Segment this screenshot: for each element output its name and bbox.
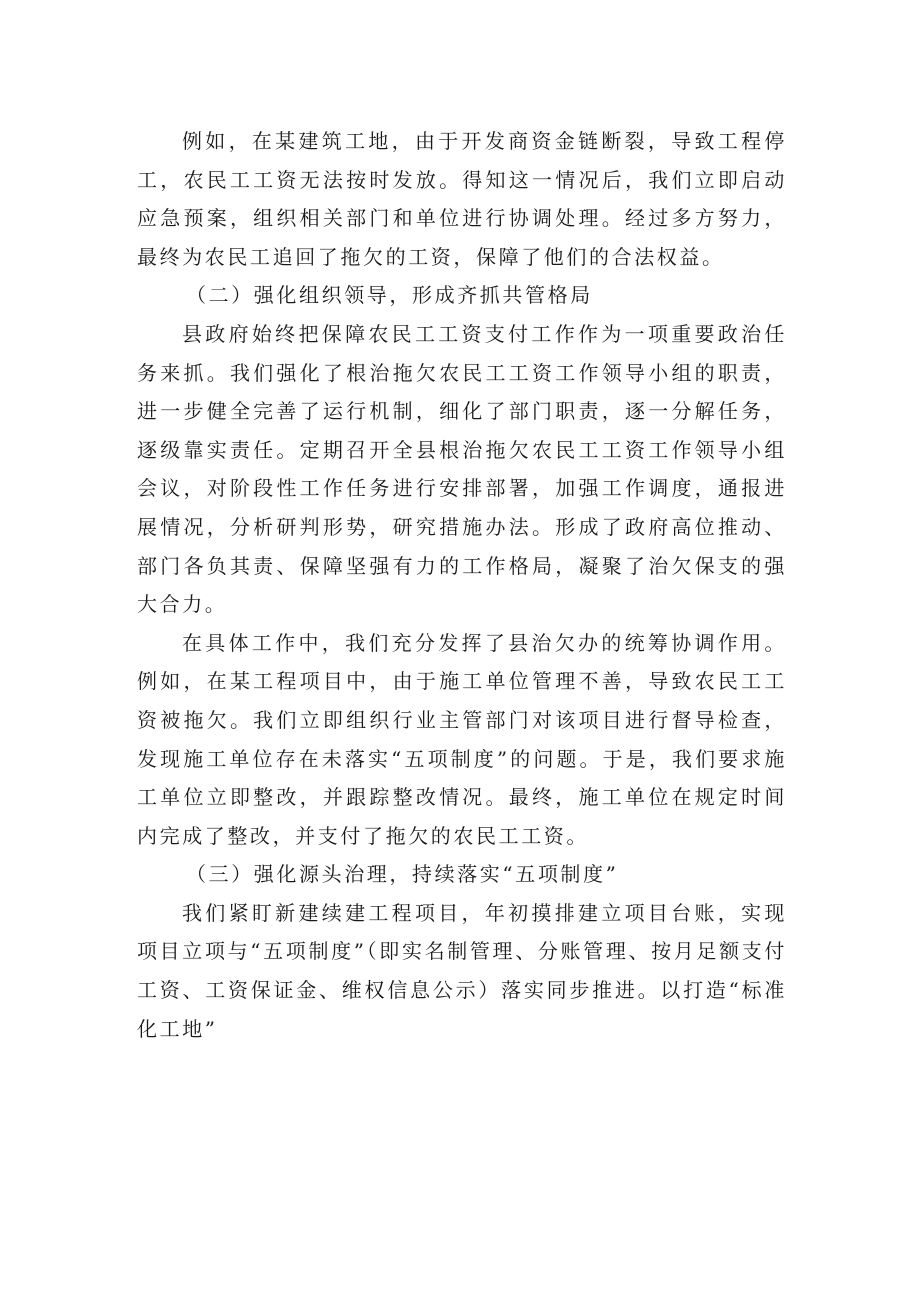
paragraph-coordination-example: 在具体工作中，我们充分发挥了县治欠办的统筹协调作用。例如，在某工程项目中，由于施工单位管理不善，导致农民工工资被拖欠。我们立即组织行业主管部门对该项目进行督导检查，发现施工单位存在未落实“五项制度”的问题。于是，我们要求施工单位立即整改，并跟踪整改情况。最终，施工单位在规定时间内完成了整改，并支付了拖欠的农民工工资。 xyxy=(137,630,787,848)
paragraph-construction-site-example: 例如，在某建筑工地，由于开发商资金链断裂，导致工程停工，农民工工资无法按时发放。得知这一情况后，我们立即启动应急预案，组织相关部门和单位进行协调处理。经过多方努力，最终为农民工追回了拖欠的工资，保障了他们的合法权益。 xyxy=(137,129,787,269)
document-body xyxy=(137,122,787,1048)
section-heading-2: （二）强化组织领导，形成齐抓共管格局 xyxy=(186,283,593,308)
section-heading-3: （三）强化源头治理，持续落实“五项制度” xyxy=(186,862,619,887)
paragraph-source-governance: 我们紧盯新建续建工程项目，年初摸排建立项目台账，实现项目立项与“五项制度”（即实名制管理、分账管理、按月足额支付工资、工资保证金、维权信息公示）落实同步推进。以打造“标准化工地” xyxy=(137,900,787,1041)
paragraph-government-leadership: 县政府始终把保障农民工工资支付工作作为一项重要政治任务来抓。我们强化了根治拖欠农民工工资工作领导小组的职责，进一步健全完善了运行机制，细化了部门职责，逐一分解任务，逐级靠实责任。定期召开全县根治拖欠农民工工资工作领导小组会议，对阶段性工作任务进行安排部署，加强工作调度，通报进展情况，分析研判形势，研究措施办法。形成了政府高位推动、部门各负其责、保障坚强有力的工作格局，凝聚了治欠保支的强大合力。 xyxy=(137,321,787,617)
